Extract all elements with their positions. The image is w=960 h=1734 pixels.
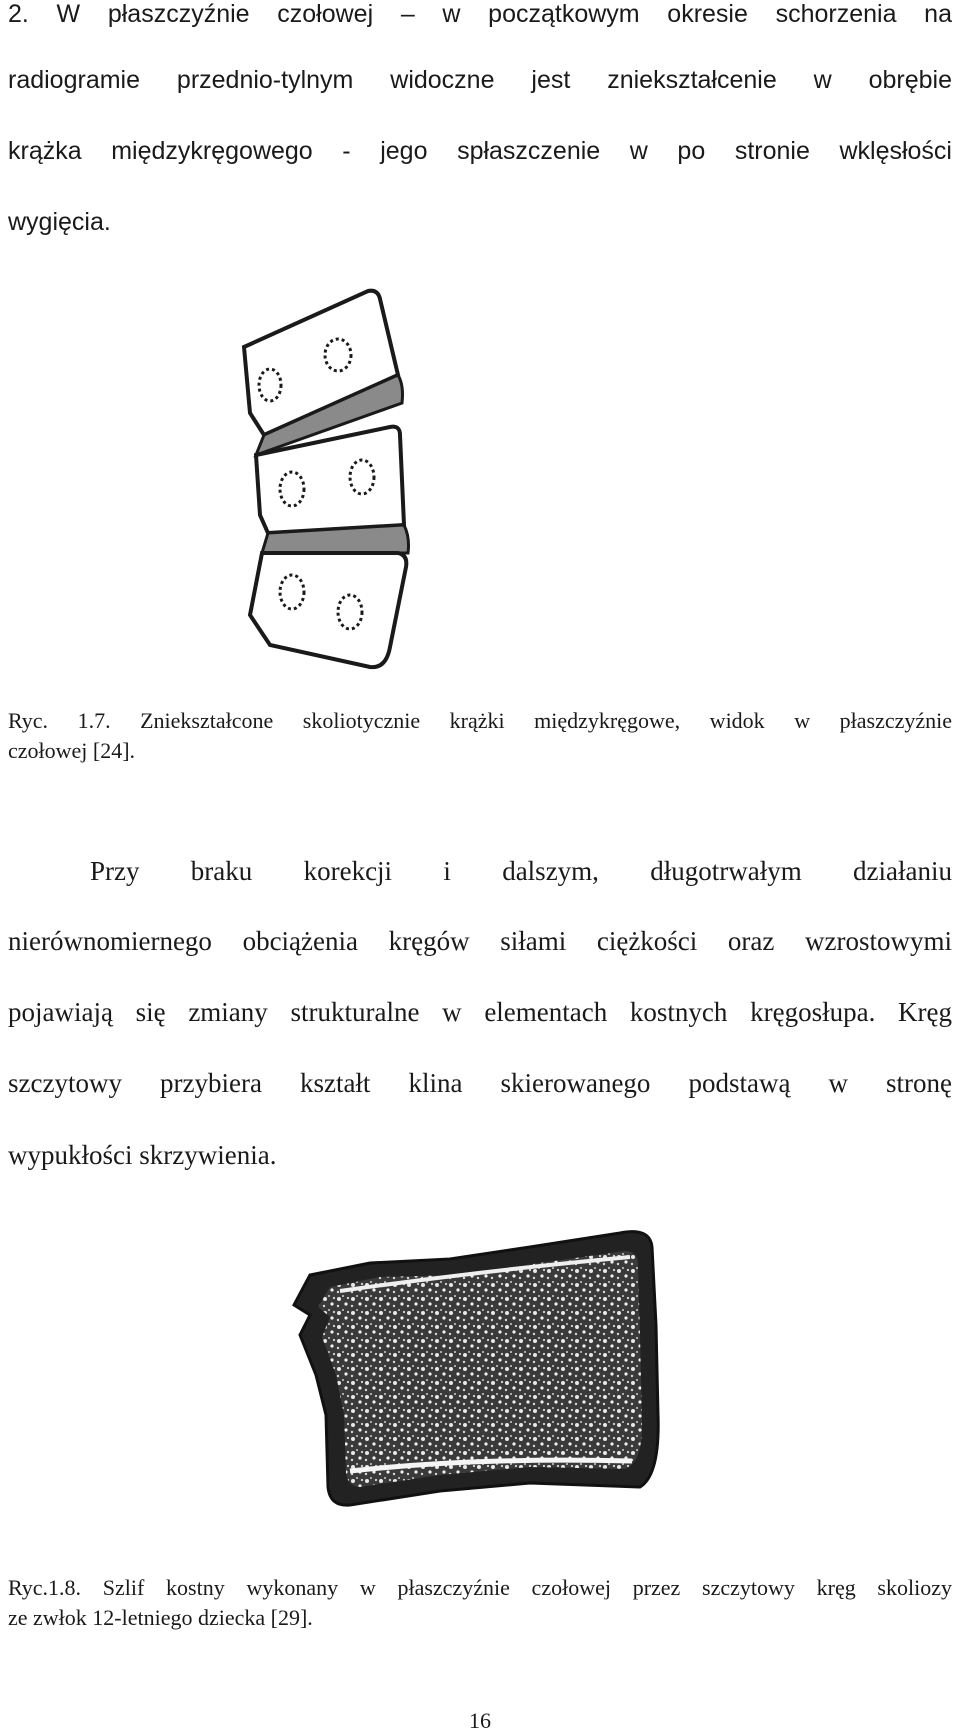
- paragraph2-line4: szczytowy przybiera kształt klina skierowanego podstawą w stronę: [8, 1068, 952, 1098]
- vertebra-bottom: [250, 553, 406, 667]
- paragraph1-line1: 2. W płaszczyźnie czołowej – w początkowym okresie schorzenia na: [8, 0, 952, 28]
- paragraph1-line2: radiogramie przednio-tylnym widoczne jest zniekształcenie w obrębie: [8, 66, 952, 94]
- figure1-caption-line2: czołowej [24].: [8, 738, 136, 763]
- vertebrae-diagram: [230, 285, 450, 675]
- paragraph2-line5: wypukłości skrzywienia.: [8, 1140, 277, 1170]
- figure2-caption-line1: Ryc.1.8. Szlif kostny wykonany w płaszczyźnie czołowej przez szczytowy kręg skoliozy: [8, 1575, 952, 1600]
- paragraph2-line2: nierównomiernego obciążenia kręgów siłami ciężkości oraz wzrostowymi: [8, 926, 952, 956]
- figure1-caption-line1: Ryc. 1.7. Zniekształcone skoliotycznie krążki międzykręgowe, widok w płaszczyźnie: [8, 708, 952, 733]
- paragraph2-line1: Przy braku korekcji i dalszym, długotrwałym działaniu: [90, 856, 952, 886]
- figure2-caption-line2: ze zwłok 12-letniego dziecka [29].: [8, 1605, 313, 1630]
- page-number: 16: [469, 1708, 491, 1733]
- bone-section-image: [280, 1225, 720, 1525]
- paragraph1-line3: krążka międzykręgowego - jego spłaszczenie w po stronie wklęsłości: [8, 137, 952, 165]
- paragraph1-line4: wygięcia.: [8, 208, 111, 236]
- paragraph2-line3: pojawiają się zmiany strukturalne w elementach kostnych kręgosłupa. Kręg: [8, 997, 952, 1027]
